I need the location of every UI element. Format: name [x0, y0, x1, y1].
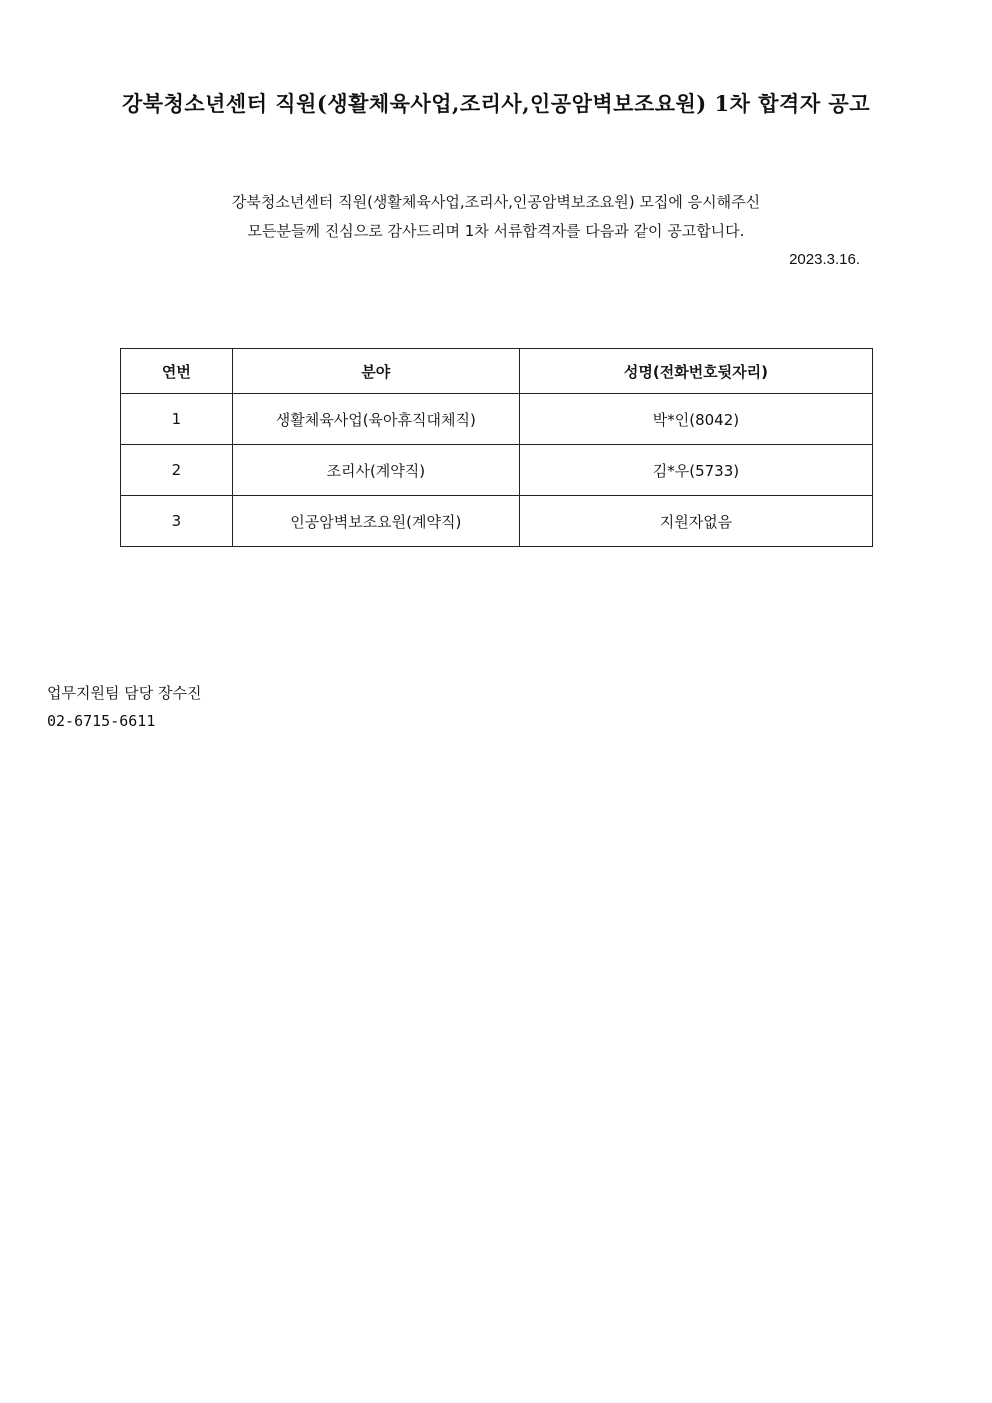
- header-field: 분야: [232, 349, 519, 394]
- table-header-row: [121, 349, 873, 394]
- table-row: [121, 445, 873, 496]
- row-number: 3: [121, 496, 233, 547]
- announcement-date: 2023.3.16.: [789, 251, 860, 268]
- row-name: 지원자없음: [519, 496, 872, 547]
- header-number: 연번: [121, 349, 233, 394]
- table-row: [121, 394, 873, 445]
- results-table: [120, 348, 873, 547]
- contact-phone: 02-6715-6611: [47, 712, 156, 730]
- row-field: 생활체육사업(육아휴직대체직): [232, 394, 519, 445]
- page-title: 강북청소년센터 직원(생활체육사업,조리사,인공암벽보조요원) 1차 합격자 공고: [122, 91, 870, 116]
- row-number: 1: [121, 394, 233, 445]
- contact-team: 업무지원팀 담당 장수진: [47, 684, 202, 702]
- row-field: 인공암벽보조요원(계약직): [232, 496, 519, 547]
- row-field: 조리사(계약직): [232, 445, 519, 496]
- intro-line-2: 모든분들께 진심으로 감사드리며 1차 서류합격자를 다음과 같이 공고합니다.: [247, 222, 745, 240]
- header-name: 성명(전화번호뒷자리): [519, 349, 872, 394]
- intro-line-1: 강북청소년센터 직원(생활체육사업,조리사,인공암벽보조요원) 모집에 응시해주신: [231, 193, 761, 211]
- row-name: 박*인(8042): [519, 394, 872, 445]
- row-number: 2: [121, 445, 233, 496]
- table-row: [121, 496, 873, 547]
- row-name: 김*우(5733): [519, 445, 872, 496]
